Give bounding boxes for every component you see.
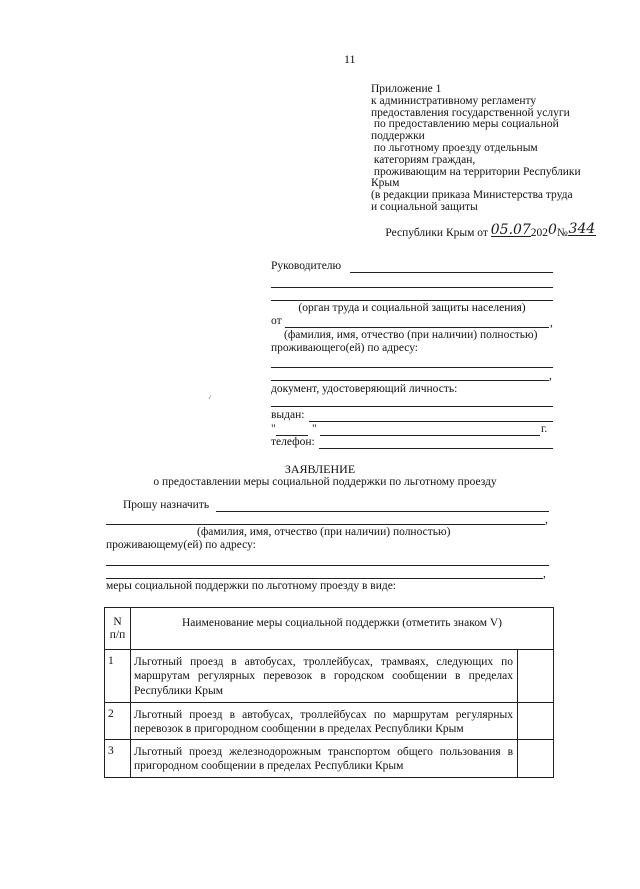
recipient-field-line-2[interactable]: [106, 524, 545, 525]
measures-table: [104, 607, 554, 778]
appendix-line: по льготному проезду отдельным: [371, 141, 538, 154]
comma: ,: [543, 568, 546, 580]
year-suffix: г.: [541, 423, 548, 435]
year-prefix: 202: [530, 226, 548, 239]
issued-field[interactable]: [309, 421, 553, 422]
mark-checkbox-cell[interactable]: [518, 703, 554, 740]
table-row: [105, 703, 554, 740]
recipient-address-field[interactable]: [106, 565, 549, 566]
recipient-field[interactable]: [216, 511, 549, 512]
appendix-line: категориям граждан,: [371, 153, 476, 166]
from-label: от: [271, 315, 282, 327]
phone-field[interactable]: [319, 448, 553, 449]
row-number: 3: [105, 740, 131, 778]
row-description: Льготный проезд железнодорожным транспортом общего пользования в пригородном сообщении в пределах Республики Крым: [131, 740, 518, 778]
row-description: Льготный проезд в автобусах, троллейбусах по маршрутам регулярных перевозок в пригородном сообщении в пределах Республики Крым: [131, 703, 518, 740]
appendix-line: Приложение 1: [371, 83, 442, 95]
appendix-line: поддержки: [371, 130, 425, 143]
applicant-fio-caption: (фамилия, имя, отчество (при наличии) полностью): [284, 329, 538, 341]
mark-checkbox-cell[interactable]: [518, 650, 554, 703]
appendix-line: проживающим на территории Республики: [371, 165, 581, 178]
quote-close: ": [312, 423, 317, 435]
handwritten-date: 05.07: [490, 221, 531, 238]
table-header-row: [105, 608, 554, 650]
applicant-name-field[interactable]: [285, 327, 549, 328]
document-title: ЗАЯВЛЕНИЕ: [284, 462, 356, 476]
appendix-line: к административному регламенту: [371, 94, 537, 107]
number-sign: №: [556, 226, 568, 239]
handwritten-year-digit: 0: [548, 221, 557, 238]
appendix-last-line-prefix: Республики Крым от: [382, 226, 491, 239]
comma: ,: [550, 317, 553, 329]
appendix-line: (в редакции приказа Министерства труда: [371, 189, 573, 202]
phone-label: телефон:: [271, 436, 315, 448]
appendix-line: по предоставлению меры социальной: [371, 118, 559, 131]
appendix-block: [371, 83, 621, 239]
address-label: проживающего(ей) по адресу:: [271, 342, 418, 354]
document-subtitle: о предоставлении меры социальной поддержки по льготному проезду: [153, 476, 497, 488]
header-name-cell: Наименование меры социальной поддержки (отметить знаком V): [131, 608, 554, 650]
comma: ,: [549, 370, 552, 382]
mark-checkbox-cell[interactable]: [518, 740, 554, 778]
quote-open: ": [271, 423, 276, 435]
organ-field[interactable]: [271, 300, 553, 301]
appendix-line: Крым: [371, 177, 400, 190]
page-number: 11: [344, 52, 356, 66]
appendix-line: предоставления государственной услуги: [371, 106, 570, 119]
table-row: [105, 740, 554, 778]
comma: ,: [545, 514, 548, 526]
row-number: 2: [105, 703, 131, 740]
stray-mark: ·̇: [208, 394, 211, 403]
recipient-address-label: проживающему(ей) по адресу:: [106, 539, 256, 551]
head-label: Руководителю: [271, 260, 342, 272]
ask-label: Прошу назначить: [123, 499, 210, 511]
document-label: документ, удостоверяющий личность:: [271, 383, 458, 395]
handwritten-number: 344: [568, 220, 596, 237]
measures-label: меры социальной поддержки по льготному проезду в виде:: [106, 580, 397, 592]
address-field-line-2[interactable]: [271, 380, 549, 381]
address-field[interactable]: [271, 367, 553, 368]
table-row: [105, 650, 554, 703]
head-name-field[interactable]: [350, 272, 553, 273]
document-field[interactable]: [271, 406, 553, 407]
appendix-line: и социальной защиты: [371, 200, 478, 213]
issue-month-year-field[interactable]: [320, 435, 540, 436]
head-name-field-line-2[interactable]: [271, 287, 553, 288]
header-num-cell: N п/п: [105, 608, 131, 650]
issued-label: выдан:: [271, 409, 305, 421]
recipient-fio-caption: (фамилия, имя, отчество (при наличии) полностью): [197, 526, 451, 538]
recipient-address-field-line-2[interactable]: [106, 578, 543, 579]
row-description: Льготный проезд в автобусах, троллейбусах, трамваях, следующих по маршрутам регулярных перевозок в городском сообщении в пределах Республики Крым: [131, 650, 518, 703]
appendix-last-line: [371, 215, 621, 239]
row-number: 1: [105, 650, 131, 703]
organ-caption: (орган труда и социальной защиты населения): [298, 302, 526, 314]
